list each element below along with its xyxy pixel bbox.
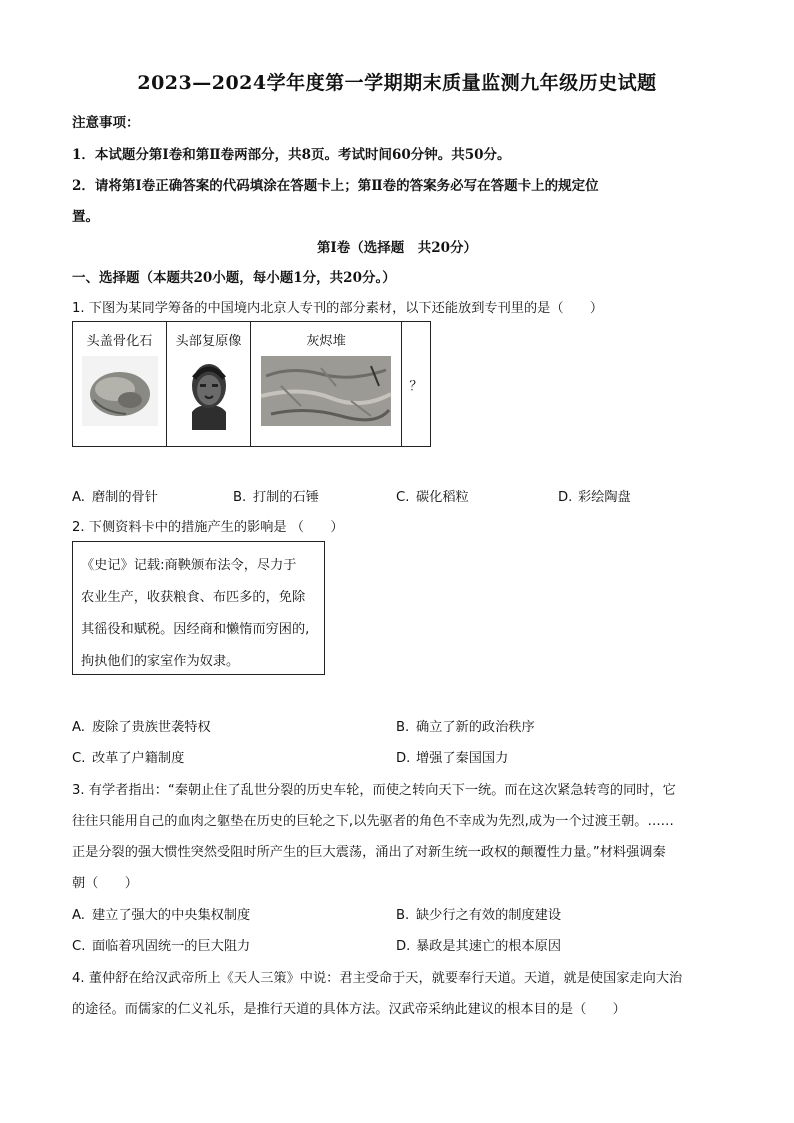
- figure-label: 头盖骨化石: [86, 334, 153, 349]
- option-letter: A.: [72, 908, 85, 923]
- question-1-stem: 1. 下图为某同学筹备的中国境内北京人专刊的部分素材，以下还能放到专刊里的是（ ）: [72, 301, 604, 316]
- figure-label: 灰烬堆: [306, 334, 346, 349]
- option-letter: B.: [233, 490, 247, 505]
- card-line: 其徭役和赋税。因经商和懒惰而穷困的,: [81, 622, 310, 637]
- question-mark: ？: [409, 378, 423, 394]
- option-letter: C.: [72, 939, 86, 954]
- question-4-stem-line: 4. 董仲舒在给汉武帝所上《天人三策》中说：君主受命于天，就要奉行天道。天道，就是使国家走向大治: [72, 971, 683, 986]
- option-text: 废除了贵族世袭特权: [92, 720, 211, 735]
- option-letter: A.: [72, 490, 85, 505]
- question-3-stem-line: 正是分裂的强大惯性突然受阻时所产生的巨大震荡，涌出了对新生统一政权的颠覆性力量。”材料强调秦: [72, 845, 666, 860]
- option-text: 建立了强大的中央集权制度: [92, 908, 251, 923]
- question-3-stem-line: 3. 有学者指出：“秦朝止住了乱世分裂的历史车轮，而使之转向天下一统。而在这次紧急转弯的同时，它: [72, 783, 676, 798]
- question-1-option-b[interactable]: [233, 486, 319, 505]
- question-1-option-d[interactable]: [558, 486, 631, 505]
- question-3-stem-line: 朝（ ）: [72, 876, 138, 891]
- notice-heading: 注意事项：: [72, 115, 140, 131]
- question-1-option-c[interactable]: [396, 486, 469, 505]
- option-letter: D.: [396, 751, 411, 766]
- exam-title: 2023—2024学年度第一学期期末质量监测九年级历史试题: [137, 72, 657, 94]
- option-text: 改革了户籍制度: [92, 751, 185, 766]
- ash-pile-image: [251, 356, 401, 446]
- figure-cell-unknown: [402, 322, 431, 447]
- question-2-option-d[interactable]: [396, 747, 508, 766]
- option-text: 暴政是其速亡的根本原因: [416, 939, 562, 954]
- option-letter: A.: [72, 720, 85, 735]
- figure-cell-head: [167, 322, 251, 447]
- notice-item: 2．请将第Ⅰ卷正确答案的代码填涂在答题卡上；第Ⅱ卷的答案务必写在答题卡上的规定位: [72, 178, 599, 194]
- option-text: 缺少行之有效的制度建设: [416, 908, 562, 923]
- question-1-figure-table: [72, 321, 431, 447]
- card-line: 《史记》记载:商鞅颁布法令，尽力于: [81, 558, 297, 573]
- option-letter: C.: [72, 751, 86, 766]
- option-letter: B.: [396, 908, 410, 923]
- question-3-stem-line: 往往只能用自己的血肉之躯垫在历史的巨轮之下,以先驱者的角色不幸成为先烈,成为一个过渡王朝。……: [72, 814, 674, 829]
- option-text: 彩绘陶盘: [578, 490, 631, 505]
- card-line: 拘执他们的家室作为奴隶。: [81, 654, 240, 669]
- question-3-option-d[interactable]: [396, 935, 561, 954]
- option-text: 面临着巩固统一的巨大阻力: [92, 939, 251, 954]
- question-2-stem: 2. 下侧资料卡中的措施产生的影响是 （ ）: [72, 520, 344, 535]
- question-1-option-a[interactable]: [72, 486, 158, 505]
- option-text: 增强了秦国国力: [416, 751, 509, 766]
- card-line: 农业生产，收获粮食、布匹多的，免除: [81, 590, 306, 605]
- option-letter: C.: [396, 490, 410, 505]
- option-letter: B.: [396, 720, 410, 735]
- notice-item: 1．本试题分第Ⅰ卷和第Ⅱ卷两部分，共8页。考试时间60分钟。共50分。: [72, 147, 511, 163]
- question-2-resource-card: [72, 541, 325, 675]
- option-letter: D.: [558, 490, 573, 505]
- question-3-option-b[interactable]: [396, 904, 561, 923]
- question-2-option-c[interactable]: [72, 747, 184, 766]
- figure-label: 头部复原像: [175, 334, 242, 349]
- skull-fossil-image: [73, 356, 166, 446]
- notice-item: 置。: [72, 209, 99, 225]
- option-text: 确立了新的政治秩序: [416, 720, 535, 735]
- option-letter: D.: [396, 939, 411, 954]
- head-reconstruction-image: [167, 356, 250, 446]
- option-text: 打制的石锤: [253, 490, 319, 505]
- question-3-option-a[interactable]: [72, 904, 250, 923]
- question-2-option-b[interactable]: [396, 716, 535, 735]
- option-text: 磨制的骨针: [92, 490, 158, 505]
- question-2-option-a[interactable]: [72, 716, 211, 735]
- question-3-option-c[interactable]: [72, 935, 250, 954]
- figure-cell-ash: [251, 322, 402, 447]
- option-text: 碳化稻粒: [416, 490, 469, 505]
- section-instruction: 一、选择题（本题共20小题，每小题1分，共20分。）: [72, 270, 396, 286]
- figure-cell-skull: [73, 322, 167, 447]
- section-title: 第Ⅰ卷（选择题 共20分）: [316, 240, 478, 256]
- question-4-stem-line: 的途径。而儒家的仁义礼乐，是推行天道的具体方法。汉武帝采纳此建议的根本目的是（ ）: [72, 1002, 626, 1017]
